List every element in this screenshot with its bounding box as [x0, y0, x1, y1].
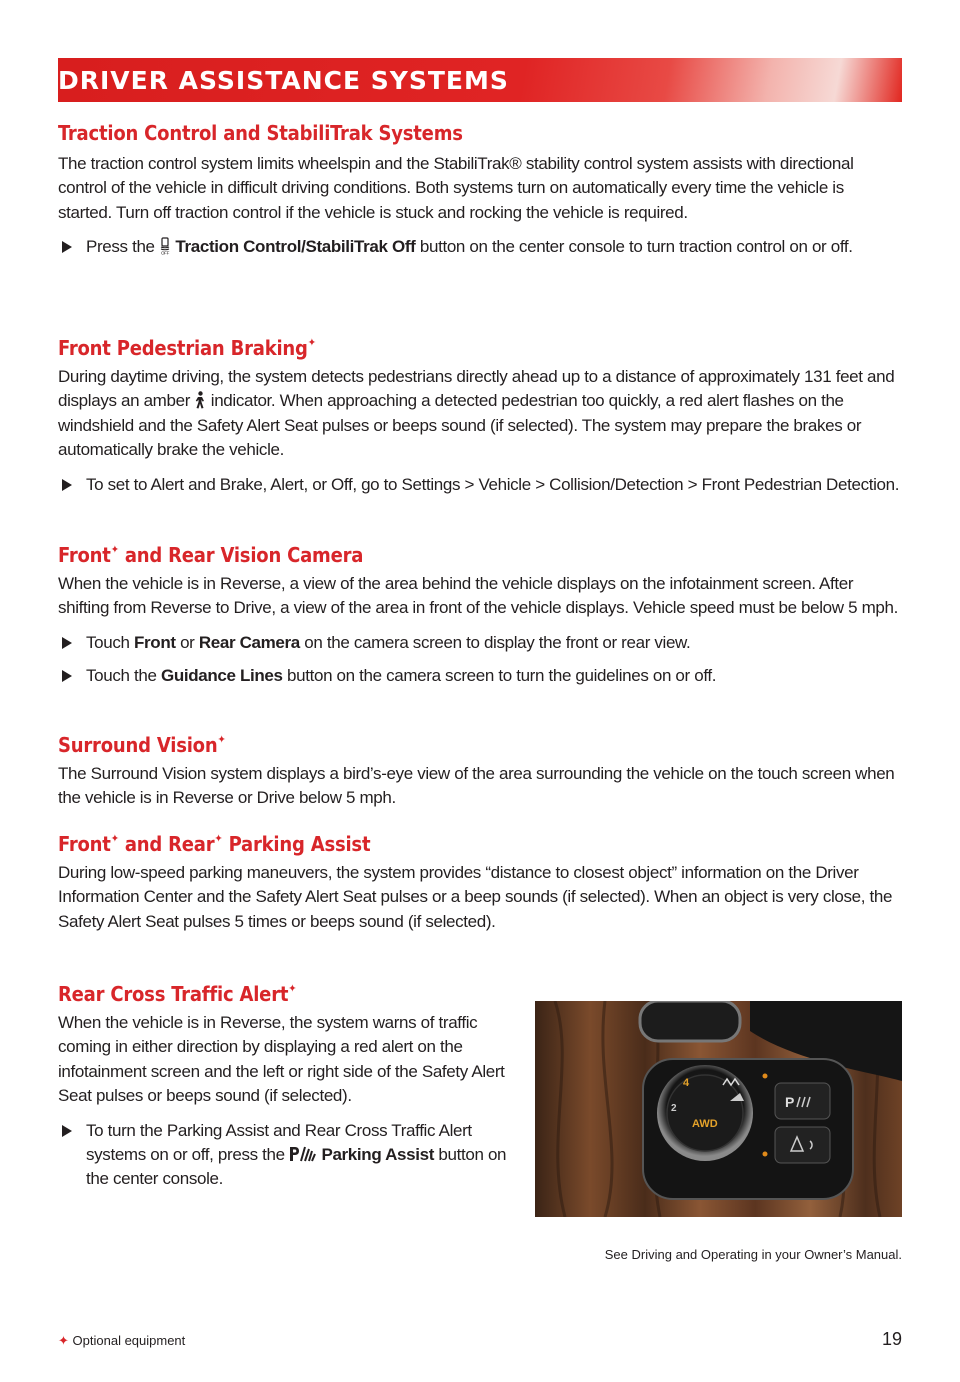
banner-title: DRIVER ASSISTANCE SYSTEMS [58, 66, 509, 95]
traction-heading: Traction Control and StabiliTrak Systems [58, 121, 463, 145]
svg-text:OFF: OFF [161, 250, 170, 256]
knob-label-2: 2 [671, 1103, 677, 1114]
optional-equipment-icon: ✦ [58, 1333, 69, 1348]
crosstraffic-section [58, 976, 513, 1192]
pedestrian-heading: Front Pedestrian Braking✦ [58, 336, 316, 360]
bullet-arrow-icon [62, 241, 72, 253]
traction-section [58, 120, 902, 260]
traction-control-off-icon [159, 237, 171, 255]
traction-body: The traction control system limits wheelspin and the StabiliTrak® stability control system assists with directional control of the vehicle in difficult driving conditions. Both systems turn on automatically every time the vehicle is started. Turn off traction control if the vehicle is stuck and rocking the vehicle is required. [58, 154, 854, 222]
footer-note: ✦ Optional equipment [58, 1333, 186, 1348]
parking-button-label: P [785, 1094, 795, 1110]
pedestrian-icon [194, 391, 206, 409]
page [58, 58, 902, 1349]
parking-section [58, 826, 902, 934]
crosstraffic-bullet: To turn the Parking Assist and Rear Cross Traffic Alert systems on or off, press the Parking Assist button on the center console. [58, 1119, 513, 1192]
console-illustration [535, 1001, 902, 1217]
camera-body: When the vehicle is in Reverse, a view of the area behind the vehicle displays on the infotainment screen. After shifting from Reverse to Drive, a view of the area in front of the vehicle displays. Vehicle speed must be below 5 mph. [58, 574, 898, 618]
camera-bullet-1: Touch Front or Rear Camera on the camera screen to display the front or rear view. [58, 631, 902, 655]
parking-assist-icon [289, 1145, 317, 1163]
bullet-arrow-icon [62, 1125, 72, 1137]
bullet-arrow-icon [62, 637, 72, 649]
page-number: 19 [881, 1329, 902, 1349]
pedestrian-body: During daytime driving, the system detects pedestrians directly ahead up to a distance of approximately 131 feet and displays an amber indicator. When approaching a detected pedestrian too quickly, a red alert flashes on the windshield and the Safety Alert Seat pulses or beeps sound (if selected). The system may prepare the brakes or automatically brake the vehicle. [58, 367, 895, 460]
surround-section [58, 727, 902, 811]
surround-body: The Surround Vision system displays a bird’s-eye view of the area surrounding the vehicle on the touch screen when the vehicle is in Reverse or Drive below 5 mph. [58, 764, 895, 808]
parking-body: During low-speed parking maneuvers, the system provides “distance to closest object” information on the Driver Information Center and the Safety Alert Seat pulses or a beep sounds (if selected). When an object is very close, the Safety Alert Seat pulses 5 times or beeps sound (if selected). [58, 863, 893, 931]
parking-heading: Front✦ and Rear✦ Parking Assist [58, 832, 371, 856]
pedestrian-section [58, 330, 902, 497]
camera-bullet-2: Touch the Guidance Lines button on the camera screen to turn the guidelines on or off. [58, 664, 902, 688]
section-banner [58, 58, 902, 102]
knob-label-4: 4 [683, 1077, 690, 1089]
traction-bullet: Press the OFF Traction Control/StabiliTrak Off button on the center console to turn traction control on or off. [58, 235, 902, 259]
camera-section [58, 537, 902, 689]
bullet-arrow-icon [62, 479, 72, 491]
crosstraffic-body: When the vehicle is in Reverse, the system warns of traffic coming in either direction by displaying a red alert on the infotainment screen and the left or right side of the Safety Alert Seat pulses or beeps sound (if selected). [58, 1013, 505, 1106]
surround-heading: Surround Vision✦ [58, 733, 226, 757]
camera-heading: Front✦ and Rear Vision Camera [58, 543, 364, 567]
bullet-arrow-icon [62, 670, 72, 682]
pedestrian-bullet: To set to Alert and Brake, Alert, or Off, go to Settings > Vehicle > Collision/Detection > Front Pedestrian Detection. [58, 473, 902, 497]
crosstraffic-heading: Rear Cross Traffic Alert✦ [58, 982, 297, 1006]
photo-caption: See Driving and Operating in your Owner’s Manual. [604, 1247, 902, 1262]
center-console-photo [535, 1001, 902, 1217]
knob-label-awd: AWD [692, 1118, 718, 1130]
